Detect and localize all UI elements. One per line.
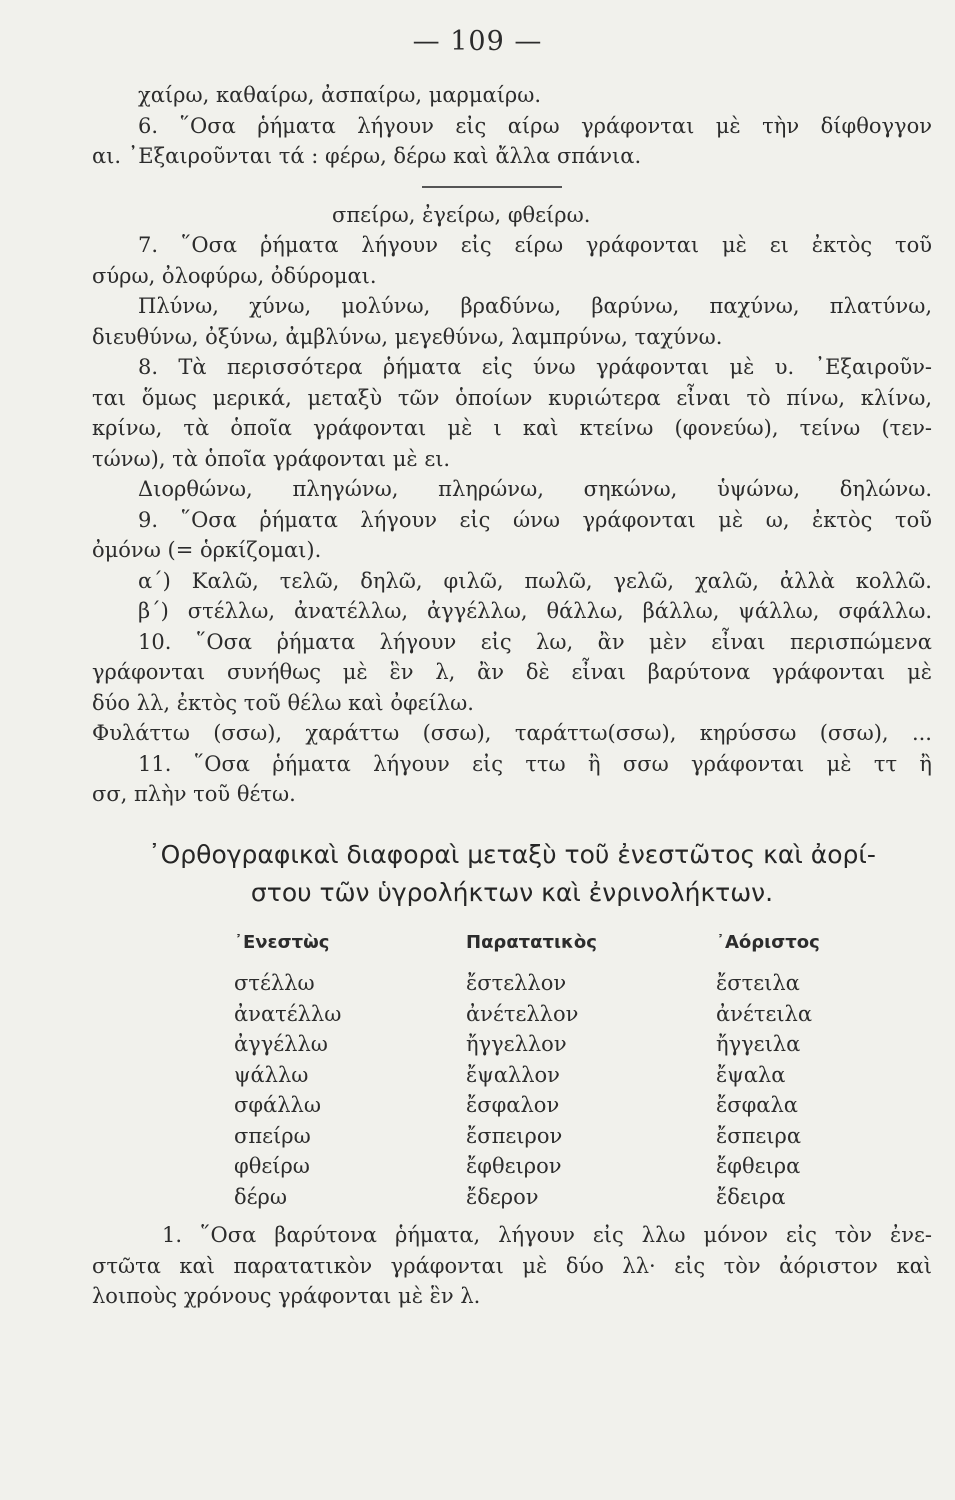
column-header: Παρατατικὸς	[466, 931, 597, 953]
table-cell: ψάλλω	[234, 1062, 309, 1087]
text-line: σπείρω, ἐγείρω, φθείρω.	[332, 202, 591, 227]
text-line: ὀμόνω (= ὁρκίζομαι).	[92, 538, 322, 562]
table-cell: ἔσπειρον	[466, 1123, 563, 1148]
text-line: τώνω), τὰ ὁποῖα γράφονται μὲ ει.	[92, 446, 451, 471]
text-line: Φυλάττω (σσω), χαράττω (σσω), ταράττω(σσω), κηρύσσω (σσω), ...	[92, 721, 932, 745]
page-number: — 109 —	[412, 26, 543, 57]
table-cell: ἤγγελλον	[466, 1032, 567, 1056]
text-line: 11. ῞Οσα ῥήματα λήγουν εἰς ττω ἢ σσω γράφονται μὲ ττ ἢ	[138, 751, 932, 776]
text-line: 8. Τὰ περισσότερα ῥήματα εἰς ύνω γράφονται μὲ υ. ᾿Εξαιροῦν-	[138, 355, 932, 379]
text-line: 1. ῞Οσα βαρύτονα ῥήματα, λήγουν εἰς λλω μόνον εἰς τὸν ἐνε-	[162, 1223, 932, 1247]
text-line: 9. ῞Οσα ῥήματα λήγουν εἰς ώνω γράφονται μὲ ω, ἐκτὸς τοῦ	[138, 507, 932, 532]
text-line: γράφονται συνήθως μὲ ἓν λ, ἂν δὲ εἶναι βαρύτονα γράφονται μὲ	[92, 660, 932, 684]
table-cell: ἔστειλα	[716, 971, 800, 995]
text-line: Πλύνω, χύνω, μολύνω, βραδύνω, βαρύνω, παχύνω, πλατύνω,	[138, 294, 932, 318]
column-header: ᾿Ενεστὼς	[234, 931, 330, 953]
table-cell: φθείρω	[234, 1154, 310, 1178]
heading-line: ᾿Ορθογραφικαὶ διαφοραὶ μεταξὺ τοῦ ἐνεστῶτος καὶ ἀορί-	[148, 839, 876, 869]
table-row	[234, 1090, 820, 1121]
table-row	[234, 1151, 820, 1182]
table-row	[234, 1121, 820, 1152]
table-row	[234, 1060, 820, 1091]
footer-rule	[92, 1220, 932, 1312]
table-cell: ἔστελλον	[466, 971, 567, 995]
text-line: σσ, πλὴν τοῦ θέτω.	[92, 782, 296, 806]
table-cell: σπείρω	[234, 1123, 311, 1148]
table-cell: ἀγγέλλω	[234, 1032, 328, 1056]
table-cell: ἤγγειλα	[716, 1032, 801, 1056]
table-cell: ἔσφαλον	[466, 1093, 560, 1117]
table-cell: στέλλω	[234, 971, 315, 995]
table-row	[234, 1182, 820, 1213]
table-cell: ἔψαλλον	[466, 1062, 560, 1087]
rules-section	[92, 80, 932, 810]
section-divider	[422, 186, 562, 188]
table-header-row	[234, 928, 820, 969]
text-line: ται ὅμως μερικά, μεταξὺ τῶν ὁποίων κυριώτερα εἶναι τὸ πίνω, κλίνω,	[92, 385, 932, 410]
text-line: 10. ῞Οσα ῥήματα λήγουν εἰς λω, ἂν μὲν εἶναι περισπώμενα	[138, 629, 932, 654]
table-cell: ἔψαλα	[716, 1062, 786, 1087]
conjugation-table	[234, 928, 820, 1213]
text-line: κρίνω, τὰ ὁποῖα γράφονται μὲ ι καὶ κτείνω (φονεύω), τείνω (τεν-	[92, 416, 932, 440]
text-line: σύρω, ὀλοφύρω, ὀδύρομαι.	[92, 263, 377, 288]
table-cell: ἔσπειρα	[716, 1123, 802, 1148]
table-cell: δέρω	[234, 1184, 287, 1209]
text-line: διευθύνω, ὀξύνω, ἀμβλύνω, μεγεθύνω, λαμπρύνω, ταχύνω.	[92, 324, 723, 349]
table-cell: ἔδειρα	[716, 1184, 786, 1209]
table-row	[234, 999, 820, 1030]
text-line: λοιποὺς χρόνους γράφονται μὲ ἓν λ.	[92, 1284, 481, 1308]
text-line: β΄) στέλλω, ἀνατέλλω, ἀγγέλλω, θάλλω, βάλλω, ψάλλω, σφάλλω.	[138, 599, 932, 623]
table-cell: ἀνέτειλα	[716, 1001, 813, 1026]
text-line: α΄) Καλῶ, τελῶ, δηλῶ, φιλῶ, πωλῶ, γελῶ, χαλῶ, ἀλλὰ κολλῶ.	[138, 568, 932, 593]
text-line: δύο λλ, ἐκτὸς τοῦ θέλω καὶ ὀφείλω.	[92, 690, 474, 715]
page-body	[92, 80, 932, 1312]
table-cell: ἔφθειρον	[466, 1154, 562, 1178]
text-line: στῶτα καὶ παρατατικὸν γράφονται μὲ δύο λλ· εἰς τὸν ἀόριστον καὶ	[92, 1253, 932, 1278]
text-line: χαίρω, καθαίρω, ἀσπαίρω, μαρμαίρω.	[138, 83, 542, 107]
section-heading	[92, 836, 932, 912]
table-cell: ἔσφαλα	[716, 1093, 798, 1117]
table-cell: ἀνέτελλον	[466, 1001, 579, 1026]
table-cell: σφάλλω	[234, 1093, 321, 1117]
table-row	[234, 1029, 820, 1060]
text-line: 7. ῞Οσα ῥήματα λήγουν εἰς είρω γράφονται μὲ ει ἐκτὸς τοῦ	[138, 233, 932, 257]
heading-line: στου τῶν ὑγρολήκτων καὶ ἐνρινολήκτων.	[250, 877, 774, 907]
text-line: αι. ᾿Εξαιροῦνται τά : φέρω, δέρω καὶ ἄλλα σπάνια.	[92, 144, 642, 168]
column-header: ᾿Αόριστος	[716, 931, 820, 953]
text-line: 6. ῞Οσα ῥήματα λήγουν εἰς αίρω γράφονται μὲ τὴν δίφθογγον	[138, 113, 932, 138]
table-cell: ἔδερον	[466, 1184, 539, 1209]
table-cell: ἔφθειρα	[716, 1154, 801, 1178]
text-line: Διορθώνω, πληγώνω, πληρώνω, σηκώνω, ὑψώνω, δηλώνω.	[138, 477, 932, 501]
table-row	[234, 968, 820, 999]
table-cell: ἀνατέλλω	[234, 1001, 342, 1026]
